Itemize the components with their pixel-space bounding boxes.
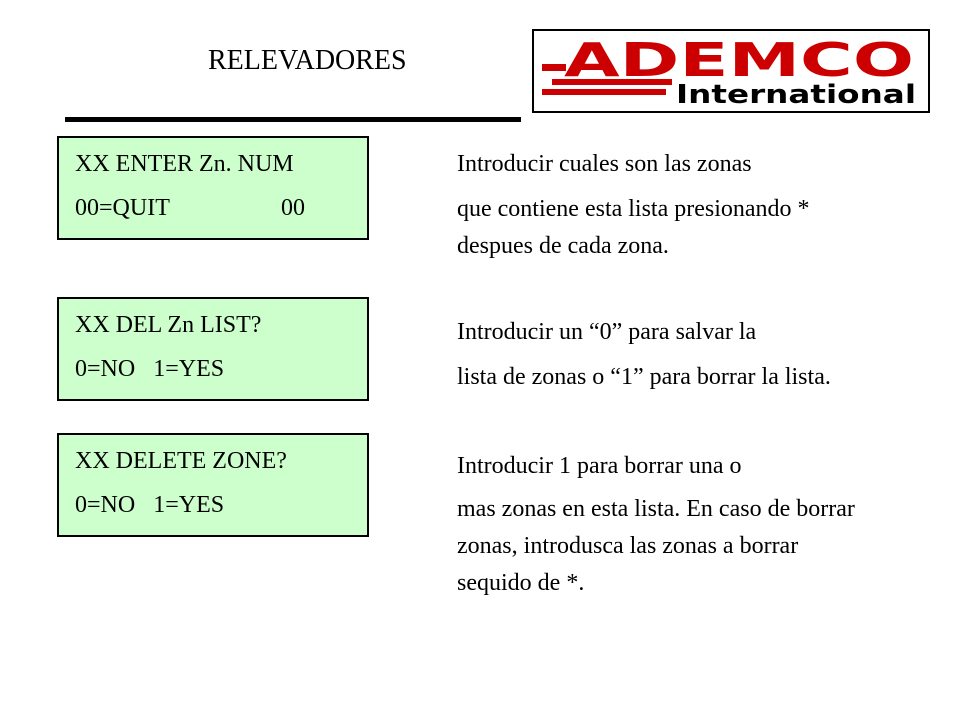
description-2-rest: lista de zonas o “1” para borrar la lista. bbox=[457, 364, 831, 390]
logo-sub-text: International bbox=[676, 80, 916, 110]
lcd-line-1: XX DELETE ZONE? bbox=[75, 448, 287, 474]
lcd-display-enter-zone bbox=[57, 136, 369, 240]
page-title: RELEVADORES bbox=[208, 45, 407, 76]
lcd-line-1: XX ENTER Zn. NUM bbox=[75, 151, 294, 177]
description-1-rest: que contiene esta lista presionando * despues de cada zona. bbox=[457, 196, 810, 259]
title-underline bbox=[65, 117, 521, 122]
lcd-display-delete-list bbox=[57, 297, 369, 401]
ademco-logo-graphic bbox=[534, 31, 928, 111]
logo-brand-text: ADEMCO bbox=[564, 33, 914, 87]
lcd-value: 00 bbox=[281, 195, 305, 221]
lcd-line-2: 0=NO 1=YES bbox=[75, 356, 225, 382]
description-3-rest: mas zonas en esta lista. En caso de borrar zonas, introdusca las zonas a borrar sequido de *. bbox=[457, 496, 855, 596]
lcd-display-delete-zone bbox=[57, 433, 369, 537]
description-3-line-1: Introducir 1 para borrar una o bbox=[457, 453, 742, 479]
description-2-line-1: Introducir un “0” para salvar la bbox=[457, 319, 757, 345]
ademco-logo bbox=[532, 29, 930, 113]
lcd-line-1: XX DEL Zn LIST? bbox=[75, 312, 262, 338]
description-1-line-1: Introducir cuales son las zonas bbox=[457, 151, 752, 177]
lcd-line-2: 0=NO 1=YES bbox=[75, 492, 225, 518]
lcd-line-2: 00=QUIT bbox=[75, 195, 170, 221]
